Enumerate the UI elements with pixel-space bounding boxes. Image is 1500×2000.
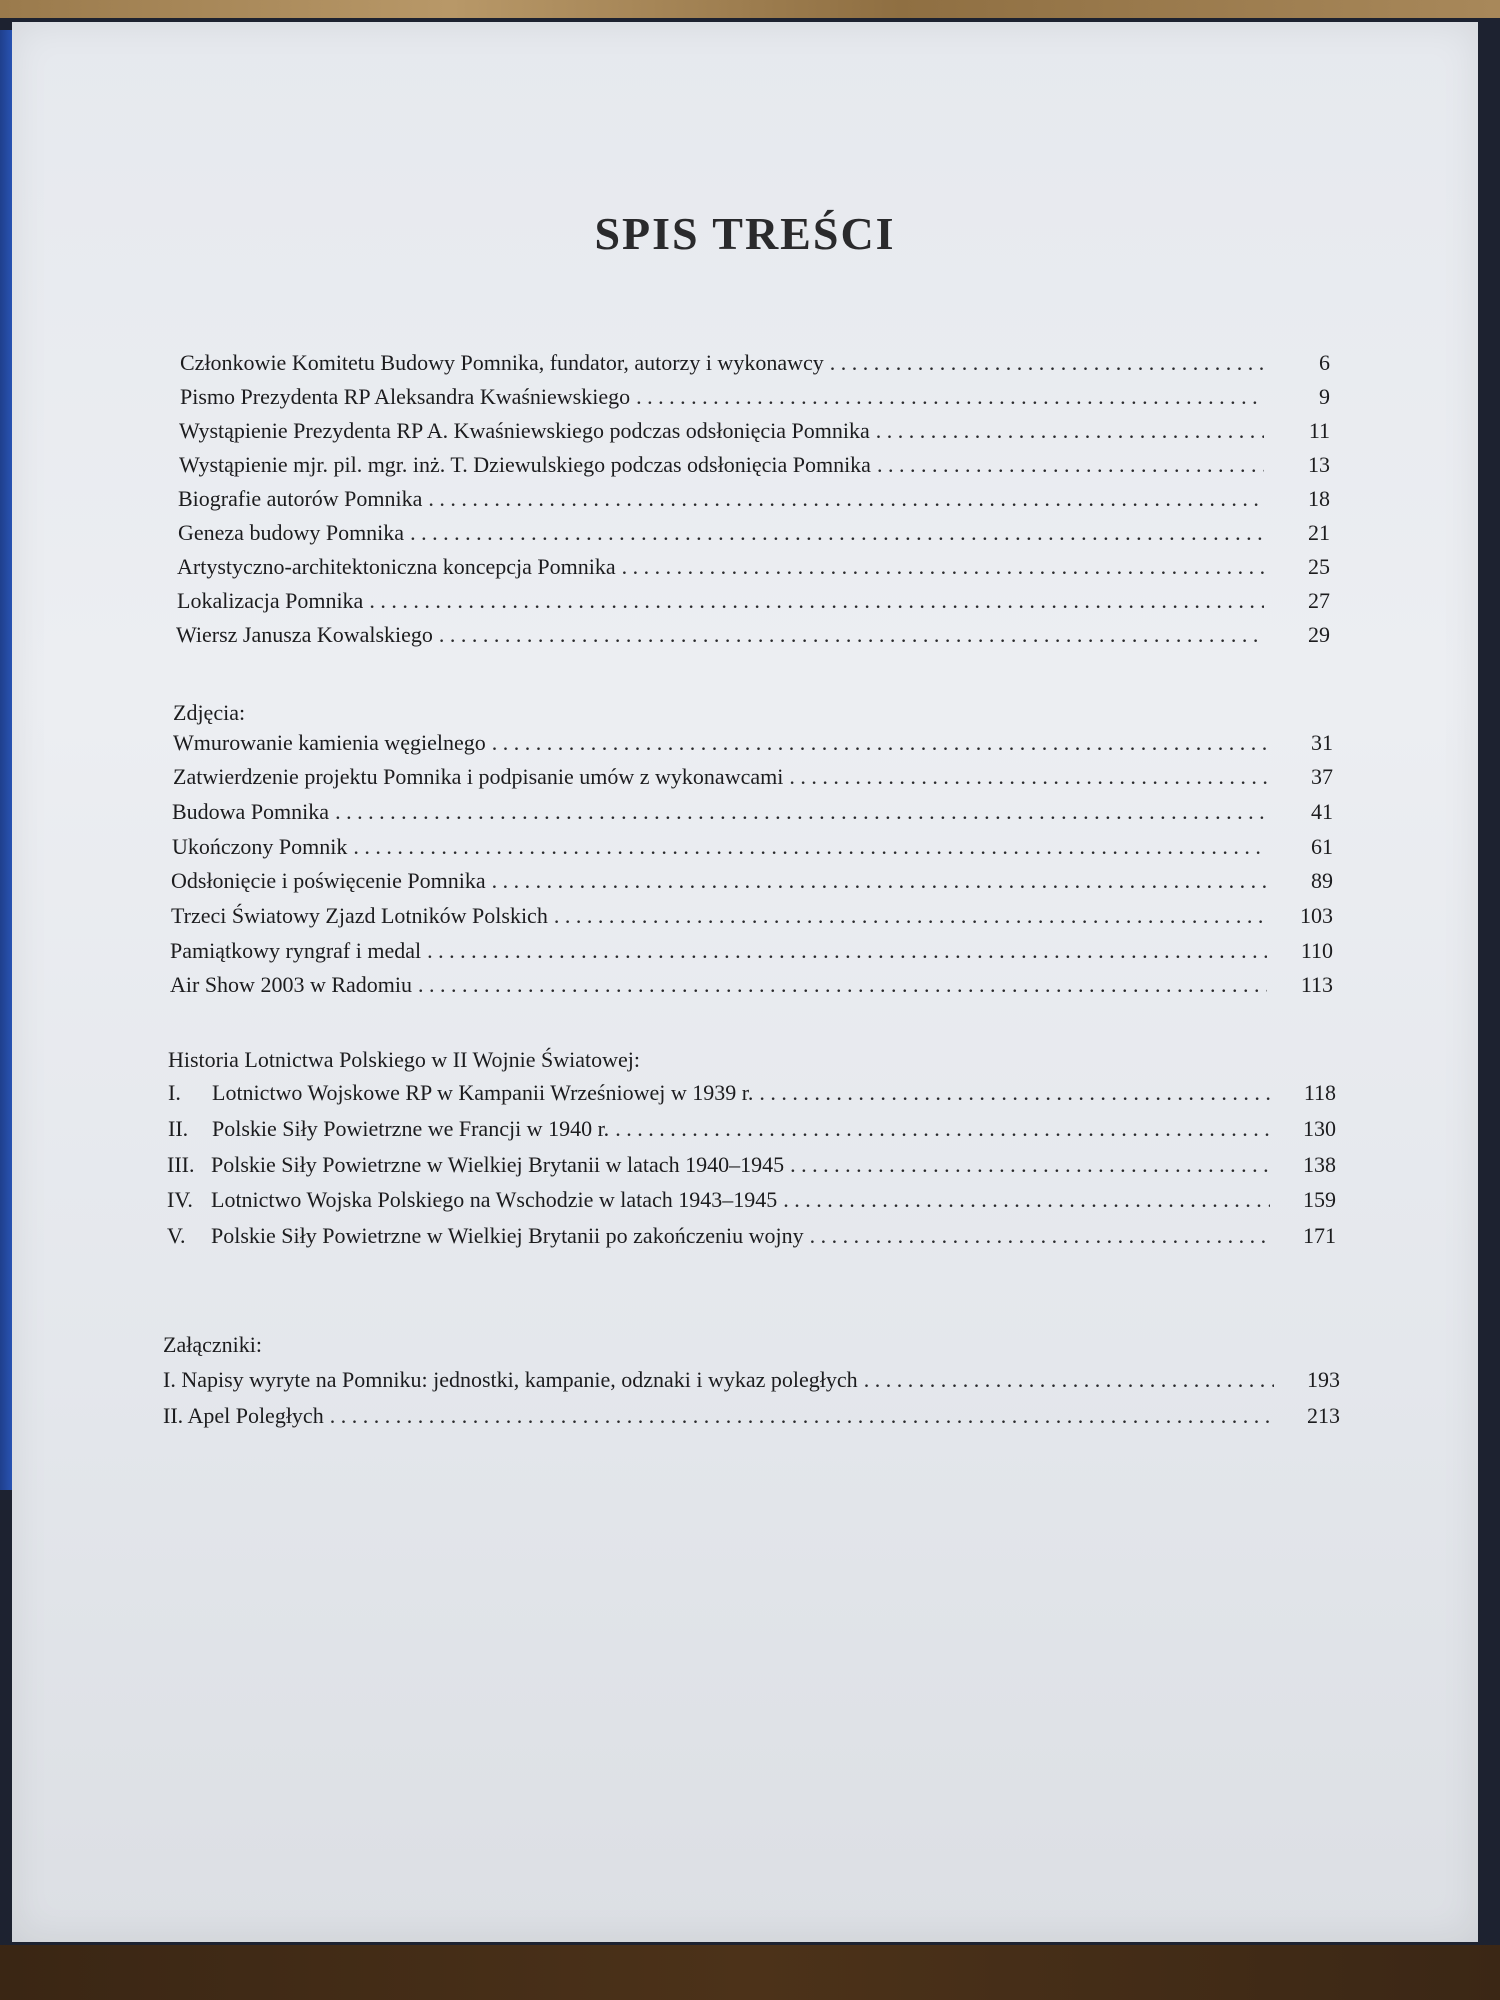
toc-leader-dots <box>864 1367 1274 1393</box>
toc-entry-page: 103 <box>1300 903 1333 928</box>
toc-entry <box>177 554 1330 588</box>
toc-leader-dots <box>439 622 1264 648</box>
toc-leader-dots <box>369 588 1264 614</box>
toc-entry <box>163 1367 1340 1401</box>
toc-leader-dots <box>615 1116 1270 1142</box>
toc-entry <box>168 1116 1336 1150</box>
toc-entry-page: 118 <box>1303 1080 1336 1105</box>
toc-entry-title: Członkowie Komitetu Budowy Pomnika, fundator, autorzy i wykonawcy <box>180 350 824 375</box>
toc-entry-title: Wmurowanie kamienia węgielnego <box>173 730 486 755</box>
toc-leader-dots <box>810 1223 1270 1249</box>
toc-entry-page: 6 <box>1319 350 1330 375</box>
toc-entry <box>180 384 1330 418</box>
toc-entry-page: 25 <box>1308 554 1330 579</box>
toc-entry-page: 113 <box>1300 972 1333 997</box>
toc-entry <box>167 1152 1336 1186</box>
toc-entry-page: 171 <box>1303 1223 1336 1248</box>
toc-entry-title: Polskie Siły Powietrzne we Francji w 1940 r. <box>212 1116 610 1141</box>
toc-leader-dots <box>492 730 1267 756</box>
toc-entry-title: Pamiątkowy ryngraf i medal <box>170 938 422 963</box>
toc-entry <box>170 938 1333 972</box>
toc-leader-dots <box>877 452 1264 478</box>
toc-leader-dots <box>783 1187 1270 1213</box>
toc-entry <box>178 520 1330 554</box>
toc-entry-page: 13 <box>1308 452 1330 477</box>
toc-entry-number: I. <box>168 1080 181 1105</box>
toc-entry-page: 27 <box>1308 588 1330 613</box>
toc-leader-dots <box>636 384 1264 410</box>
toc-entry-title: I. Napisy wyryte na Pomniku: jednostki, kampanie, odznaki i wykaz poległych <box>163 1367 858 1392</box>
toc-entry-page: 193 <box>1307 1367 1340 1392</box>
toc-entry <box>170 972 1333 1006</box>
toc-entry-title: Odsłonięcie i poświęcenie Pomnika <box>171 868 486 893</box>
toc-entry <box>173 764 1333 798</box>
toc-entry-title: Polskie Siły Powietrzne w Wielkiej Brytanii po zakończeniu wojny <box>211 1223 804 1248</box>
toc-entry-page: 159 <box>1303 1187 1336 1212</box>
toc-entry-page: 110 <box>1300 938 1333 963</box>
toc-leader-dots <box>335 799 1267 825</box>
toc-entry-title: Geneza budowy Pomnika <box>178 520 405 545</box>
section-heading-appendices: Załączniki: <box>163 1332 262 1357</box>
toc-entry-number: IV. <box>167 1187 193 1212</box>
toc-entry <box>168 1080 1336 1114</box>
toc-leader-dots <box>492 868 1267 894</box>
toc-leader-dots <box>427 938 1267 964</box>
toc-entry-page: 18 <box>1308 486 1330 511</box>
toc-entry-page: 41 <box>1311 799 1333 824</box>
toc-leader-dots <box>759 1080 1270 1106</box>
toc-leader-dots <box>418 972 1267 998</box>
toc-leader-dots <box>876 418 1264 444</box>
toc-entry <box>171 868 1333 902</box>
toc-leader-dots <box>410 520 1264 546</box>
toc-entry-title: Biografie autorów Pomnika <box>178 486 423 511</box>
toc-entry-title: Lotnictwo Wojska Polskiego na Wschodzie w latach 1943–1945 <box>211 1187 778 1212</box>
toc-entry-page: 9 <box>1319 384 1330 409</box>
toc-entry-page: 11 <box>1308 418 1330 443</box>
toc-entry-page: 130 <box>1303 1116 1336 1141</box>
toc-entry <box>172 799 1333 833</box>
toc-leader-dots <box>428 486 1264 512</box>
toc-entry-title: Budowa Pomnika <box>172 799 330 824</box>
toc-entry <box>171 903 1333 937</box>
toc-leader-dots <box>790 1152 1270 1178</box>
toc-entry <box>173 730 1333 764</box>
toc-entry-page: 138 <box>1303 1152 1336 1177</box>
toc-entry <box>178 486 1330 520</box>
toc-entry <box>167 1223 1336 1257</box>
toc-entry-title: Wiersz Janusza Kowalskiego <box>176 622 433 647</box>
toc-entry <box>172 834 1333 868</box>
toc-leader-dots <box>622 554 1264 580</box>
toc-entry-number: III. <box>167 1152 195 1177</box>
section-heading-photos: Zdjęcia: <box>173 700 246 725</box>
toc-entry-page: 21 <box>1308 520 1330 545</box>
toc-entry-number: II. <box>168 1116 189 1141</box>
toc-entry-number: V. <box>167 1223 186 1248</box>
toc-entry <box>180 350 1330 384</box>
toc-entry-page: 29 <box>1308 622 1330 647</box>
toc-entry-title: Trzeci Światowy Zjazd Lotników Polskich <box>171 903 548 928</box>
toc-entry-title: Air Show 2003 w Radomiu <box>170 972 412 997</box>
toc-entry-title: Zatwierdzenie projektu Pomnika i podpisanie umów z wykonawcami <box>173 764 784 789</box>
toc-leader-dots <box>554 903 1267 929</box>
toc-leader-dots <box>830 350 1264 376</box>
wood-table-bottom <box>0 1945 1500 2000</box>
toc-entry <box>176 622 1330 656</box>
toc-leader-dots <box>789 764 1267 790</box>
toc-leader-dots <box>330 1403 1274 1429</box>
toc-entry <box>163 1403 1340 1437</box>
toc-entry-title: Wystąpienie mjr. pil. mgr. inż. T. Dziewulskiego podczas odsłonięcia Pomnika <box>179 452 871 477</box>
toc-leader-dots <box>353 834 1267 860</box>
toc-entry <box>179 418 1330 452</box>
toc-entry-title: Lotnictwo Wojskowe RP w Kampanii Wrześniowej w 1939 r. <box>212 1080 754 1105</box>
toc-entry-page: 213 <box>1307 1403 1340 1428</box>
toc-entry-page: 61 <box>1311 834 1333 859</box>
section-heading-history: Historia Lotnictwa Polskiego w II Wojnie Światowej: <box>168 1047 640 1072</box>
toc-entry-page: 31 <box>1311 730 1333 755</box>
toc-entry-title: Artystyczno-architektoniczna koncepcja Pomnika <box>177 554 616 579</box>
toc-entry-title: Pismo Prezydenta RP Aleksandra Kwaśniewskiego <box>180 384 631 409</box>
toc-entry-title: II. Apel Poległych <box>163 1403 324 1428</box>
toc-entry <box>167 1187 1336 1221</box>
toc-entry-page: 89 <box>1311 868 1333 893</box>
toc-entry-title: Polskie Siły Powietrzne w Wielkiej Brytanii w latach 1940–1945 <box>211 1152 785 1177</box>
toc-entry <box>177 588 1330 622</box>
toc-entry <box>179 452 1330 486</box>
book-page <box>12 22 1478 1942</box>
page-title: SPIS TREŚCI <box>594 208 896 259</box>
toc-entry-page: 37 <box>1311 764 1333 789</box>
toc-entry-title: Wystąpienie Prezydenta RP A. Kwaśniewskiego podczas odsłonięcia Pomnika <box>179 418 870 443</box>
toc-entry-title: Ukończony Pomnik <box>172 834 348 859</box>
toc-entry-title: Lokalizacja Pomnika <box>177 588 364 613</box>
